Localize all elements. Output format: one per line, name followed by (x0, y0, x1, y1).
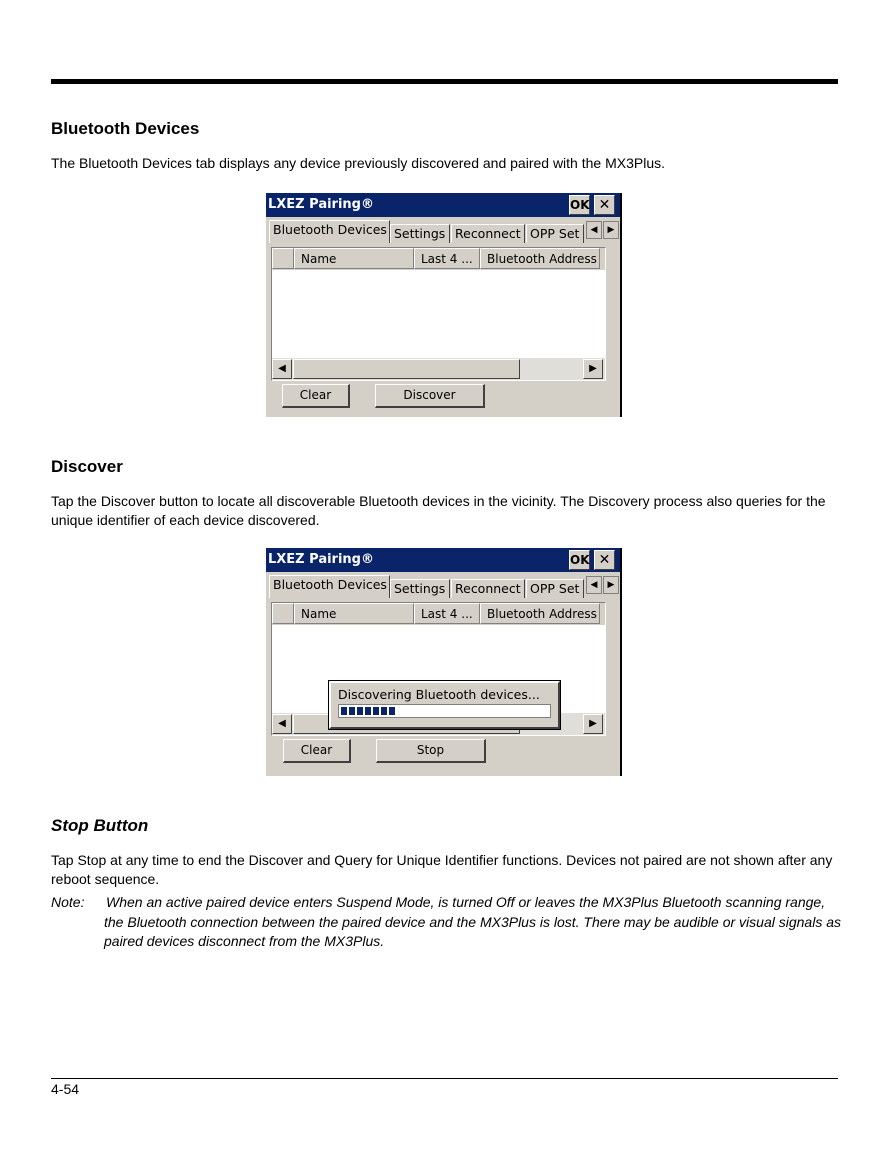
scroll-right-icon[interactable]: ▶ (583, 714, 603, 734)
progress-segment (373, 707, 379, 715)
tab-strip (266, 572, 620, 600)
tab-bluetooth-devices[interactable]: Bluetooth Devices (269, 575, 390, 598)
scroll-thumb[interactable] (293, 359, 520, 379)
column-header-name[interactable]: Name (294, 603, 414, 624)
tab-scroll-left-icon[interactable]: ◀ (586, 576, 602, 594)
horizontal-scrollbar[interactable] (272, 358, 605, 380)
clear-button[interactable]: Clear (282, 384, 350, 408)
pairing-window-1 (266, 193, 622, 417)
tab-opp-settings[interactable]: OPP Set (526, 579, 584, 598)
discovery-progress-dialog (329, 681, 560, 729)
close-button[interactable]: ✕ (594, 195, 615, 215)
note-block (51, 893, 841, 952)
column-header-icon[interactable] (272, 603, 294, 624)
section-heading-stop-button: Stop Button (51, 816, 149, 835)
clear-button[interactable]: Clear (283, 739, 351, 763)
title-bar (266, 548, 620, 572)
tab-scroll-right-icon[interactable]: ▶ (603, 221, 619, 239)
tab-bluetooth-devices[interactable]: Bluetooth Devices (269, 220, 390, 243)
window-title: LXEZ Pairing® (268, 197, 374, 212)
progress-segment (365, 707, 371, 715)
tab-settings[interactable]: Settings (390, 224, 450, 243)
device-list[interactable] (271, 247, 606, 381)
page-number: 4-54 (51, 1081, 80, 1097)
tab-reconnect[interactable]: Reconnect (451, 224, 525, 243)
note-label: Note: (51, 894, 85, 910)
section-text-discover: Tap the Discover button to locate all discoverable Bluetooth devices in the vicinity. The Discovery process also queries for the unique identifier of each device discovered. (51, 493, 826, 528)
progress-segment (341, 707, 347, 715)
discover-button[interactable]: Discover (375, 384, 485, 408)
column-header-bluetooth-address[interactable]: Bluetooth Address (480, 603, 600, 624)
tab-scroll-right-icon[interactable]: ▶ (603, 576, 619, 594)
section-text-stop-button: Tap Stop at any time to end the Discover and Query for Unique Identifier functions. Devices not paired are not shown after any reboot sequence. (51, 852, 833, 887)
ok-button[interactable]: OK (569, 195, 590, 215)
note-text: When an active paired device enters Suspend Mode, is turned Off or leaves the MX3Plus Bluetooth scanning range, the Bluetooth connection between the paired device and the MX3Plus is lost. There may be audible or visual signals as paired devices disconnect from the MX3Plus. (104, 894, 841, 949)
list-header (272, 603, 605, 625)
top-rule (51, 79, 838, 84)
pairing-window-2 (266, 548, 622, 776)
bottom-rule (51, 1078, 838, 1079)
column-header-name[interactable]: Name (294, 248, 414, 269)
tab-settings[interactable]: Settings (390, 579, 450, 598)
progress-segment (357, 707, 363, 715)
section-heading-bluetooth-devices: Bluetooth Devices (51, 119, 200, 138)
progress-segment (389, 707, 395, 715)
scroll-left-icon[interactable]: ◀ (272, 714, 292, 734)
list-header (272, 248, 605, 270)
tab-scroll-left-icon[interactable]: ◀ (586, 221, 602, 239)
title-bar (266, 193, 620, 217)
scroll-left-icon[interactable]: ◀ (272, 359, 292, 379)
window-title: LXEZ Pairing® (268, 552, 374, 567)
stop-button[interactable]: Stop (376, 739, 486, 763)
scroll-right-icon[interactable]: ▶ (583, 359, 603, 379)
tab-reconnect[interactable]: Reconnect (451, 579, 525, 598)
section-text-bluetooth-devices: The Bluetooth Devices tab displays any device previously discovered and paired with the MX3Plus. (51, 155, 665, 171)
close-button[interactable]: ✕ (594, 550, 615, 570)
progress-segment (349, 707, 355, 715)
ok-button[interactable]: OK (569, 550, 590, 570)
progress-message: Discovering Bluetooth devices... (338, 687, 540, 702)
column-header-icon[interactable] (272, 248, 294, 269)
column-header-last4[interactable]: Last 4 ... (414, 603, 480, 624)
progress-segment (381, 707, 387, 715)
tab-strip (266, 217, 620, 245)
tab-opp-settings[interactable]: OPP Set (526, 224, 584, 243)
section-heading-discover: Discover (51, 457, 123, 476)
column-header-last4[interactable]: Last 4 ... (414, 248, 480, 269)
column-header-bluetooth-address[interactable]: Bluetooth Address (480, 248, 600, 269)
progress-bar (338, 704, 551, 718)
